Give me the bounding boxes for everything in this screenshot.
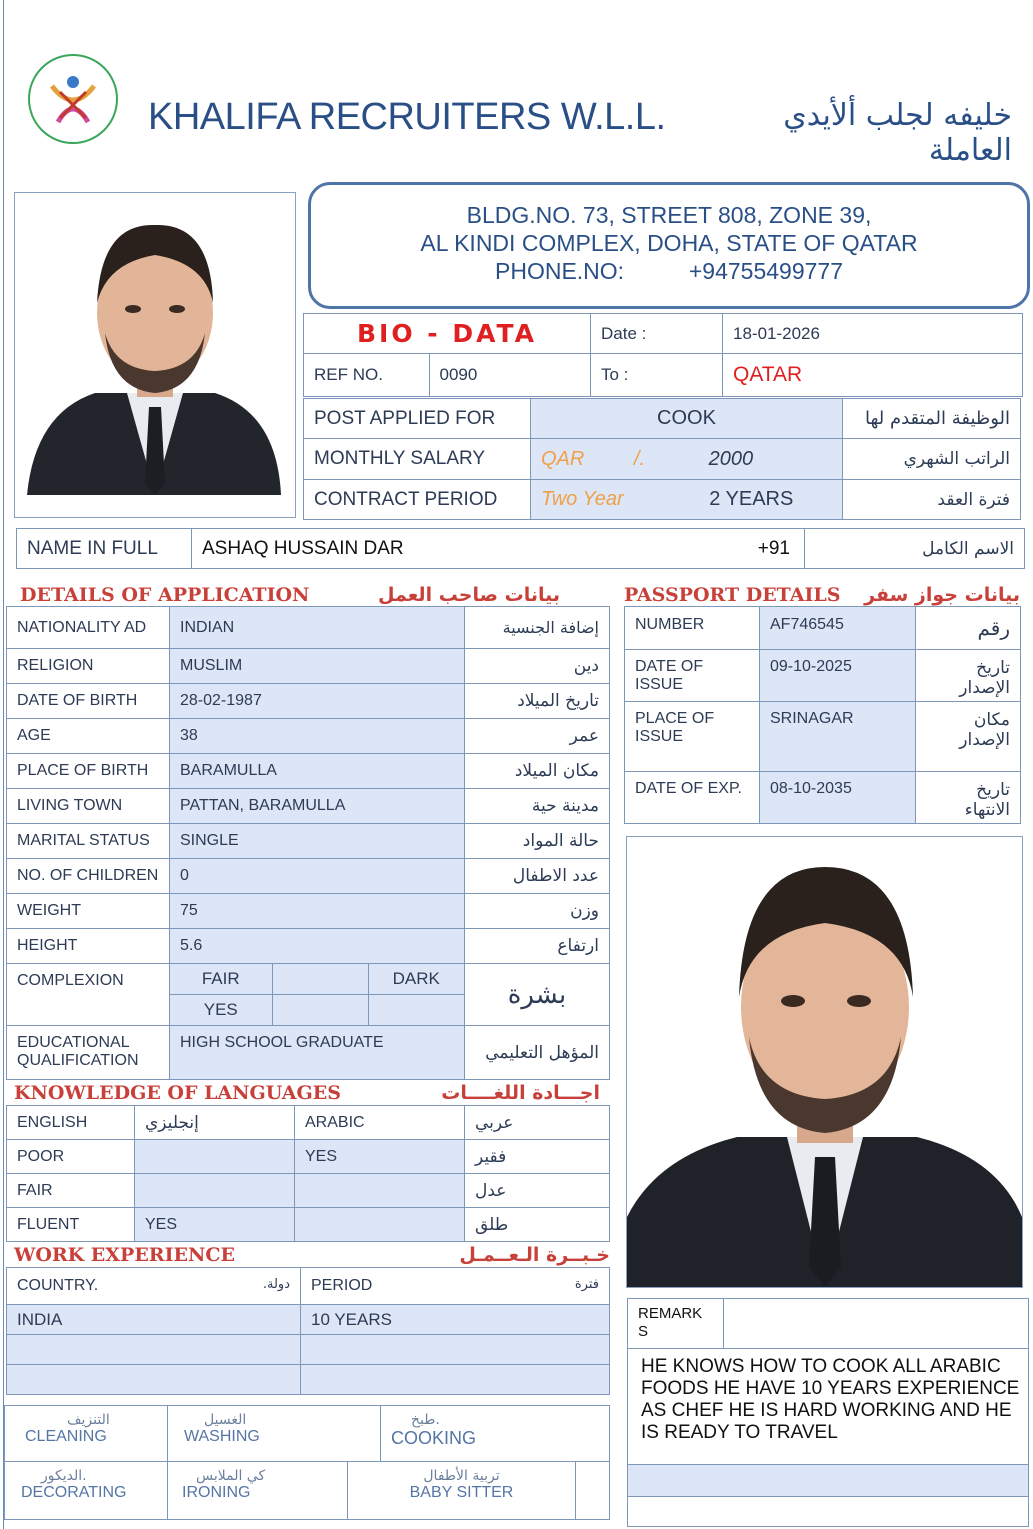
lang-level: FLUENT <box>7 1208 135 1242</box>
app-value: SINGLE <box>170 824 465 859</box>
skills-table-row-2 <box>4 1461 610 1520</box>
app-value: 5.6 <box>170 929 465 964</box>
salary-value: 2000 <box>708 447 754 470</box>
salary-label: MONTHLY SALARY <box>304 439 531 480</box>
skill-en: CLEANING <box>25 1428 107 1445</box>
phone-row <box>311 257 1027 285</box>
applicant-photo <box>14 192 296 518</box>
education-label: EDUCATIONAL QUALIFICATION <box>7 1026 170 1080</box>
biodata-table <box>303 313 1023 397</box>
skill-ar: الغسيل <box>204 1412 247 1428</box>
remarks-text: HE KNOWS HOW TO COOK ALL ARABIC FOODS HE HAVE 10 YEARS EXPERIENCE AS CHEF HE IS HARD WORKING AND HE IS READY TO TRAVEL <box>641 1356 1020 1443</box>
name-value: ASHAQ HUSSAIN DAR <box>202 537 404 559</box>
work-period-label-ar: فترة <box>574 1277 599 1292</box>
salary-label-ar: الراتب الشهري <box>843 439 1021 480</box>
work-country-header <box>7 1268 301 1305</box>
app-label-ar: عمر <box>465 719 610 754</box>
education-value: HIGH SCHOOL GRADUATE <box>170 1026 465 1080</box>
complexion-blank <box>272 964 368 995</box>
name-table <box>16 528 1025 569</box>
skill-en: IRONING <box>182 1484 251 1501</box>
work-country-label: COUNTRY. <box>17 1277 99 1294</box>
app-value: PATTAN, BARAMULLA <box>170 789 465 824</box>
name-code: +91 <box>757 537 790 559</box>
passport-label: NUMBER <box>625 607 760 650</box>
skill-ar: التنزيف <box>67 1412 110 1428</box>
complexion-cell <box>170 964 465 1026</box>
work-country-value: INDIA <box>7 1305 301 1335</box>
app-label: MARITAL STATUS <box>7 824 170 859</box>
ref-label: REF NO. <box>304 354 429 396</box>
lang-arabic-value <box>295 1174 465 1208</box>
complexion-blank <box>272 995 368 1026</box>
passport-label: DATE OF EXP. <box>625 772 760 824</box>
app-label-ar: مدينة حية <box>465 789 610 824</box>
app-label: PLACE OF BIRTH <box>7 754 170 789</box>
app-value: 28-02-1987 <box>170 684 465 719</box>
app-label-ar: حالة المواد <box>465 824 610 859</box>
passport-label: PLACE OF ISSUE <box>625 702 760 772</box>
ref-cell <box>304 354 591 397</box>
address-line-2: AL KINDI COMPLEX, DOHA, STATE OF QATAR <box>420 230 918 256</box>
work-empty-cell <box>301 1365 610 1395</box>
work-country-label-ar: دولة. <box>262 1277 290 1292</box>
work-empty-cell <box>7 1365 301 1395</box>
lang-arabic-ar: عربي <box>465 1106 610 1140</box>
remarks-label: REMARK S <box>628 1299 724 1349</box>
complexion-label: COMPLEXION <box>7 964 170 1026</box>
lang-arabic-value <box>295 1208 465 1242</box>
page-border <box>3 0 4 1529</box>
passport-heading: PASSPORT DETAILS <box>624 584 841 606</box>
work-period-label: PERIOD <box>311 1277 373 1294</box>
salary-currency: QAR <box>541 447 585 470</box>
passport-label-ar: تاريخ الانتهاء <box>916 772 1021 824</box>
skills-table-row-1 <box>4 1405 610 1462</box>
name-label: NAME IN FULL <box>17 529 192 569</box>
lang-level: FAIR <box>7 1174 135 1208</box>
app-label-ar: ارتفاع <box>465 929 610 964</box>
passport-value: SRINAGAR <box>760 702 916 772</box>
app-label: DATE OF BIRTH <box>7 684 170 719</box>
skill-en: COOKING <box>391 1428 477 1448</box>
lang-level-ar: فقير <box>465 1140 610 1174</box>
phone-label: PHONE.NO: <box>495 258 625 284</box>
skill-cell <box>381 1406 610 1462</box>
skill-en: DECORATING <box>21 1484 127 1501</box>
salary-separator: /. <box>633 447 646 470</box>
education-label-ar: المؤهل التعليمي <box>465 1026 610 1080</box>
app-label-ar: عدد الاطفال <box>465 859 610 894</box>
app-value: BARAMULLA <box>170 754 465 789</box>
work-empty-cell <box>301 1335 610 1365</box>
company-name-arabic: خليفه لجلب ألأيدي العاملة <box>783 98 1012 168</box>
lang-english-label: ENGLISH <box>7 1106 135 1140</box>
skill-ar: طبخ. <box>411 1412 440 1428</box>
skill-cell <box>348 1462 576 1520</box>
lang-english-value <box>135 1174 295 1208</box>
address-line-1: BLDG.NO. 73, STREET 808, ZONE 39, <box>466 202 872 228</box>
address-box <box>308 182 1030 309</box>
app-value: INDIAN <box>170 607 465 649</box>
remarks-header-blank <box>724 1299 1029 1349</box>
app-label: WEIGHT <box>7 894 170 929</box>
skill-en: BABY SITTER <box>409 1484 514 1501</box>
lang-english-value: YES <box>135 1208 295 1242</box>
company-name: KHALIFA RECRUITERS W.L.L. <box>148 96 666 138</box>
remarks-blank-row <box>628 1497 1029 1527</box>
lang-english-value <box>135 1140 295 1174</box>
skill-cell <box>5 1406 168 1462</box>
biodata-title-cell <box>304 314 591 354</box>
app-label: RELIGION <box>7 649 170 684</box>
lang-level-ar: طلق <box>465 1208 610 1242</box>
work-period-header <box>301 1268 610 1305</box>
post-value: COOK <box>531 399 843 439</box>
app-label-ar: دين <box>465 649 610 684</box>
contract-label-ar: فترة العقد <box>843 480 1021 520</box>
job-table <box>303 398 1021 520</box>
contract-value: 2 YEARS <box>709 488 794 510</box>
biodata-title: BIO - DATA <box>356 319 537 348</box>
app-label: HEIGHT <box>7 929 170 964</box>
complexion-fair-yes: YES <box>170 995 272 1026</box>
app-label-ar: مكان الميلاد <box>465 754 610 789</box>
languages-heading: KNOWLEDGE OF LANGUAGES <box>14 1082 341 1104</box>
work-empty-cell <box>7 1335 301 1365</box>
skill-ar: كي الملابس <box>196 1468 266 1484</box>
lang-english-ar: إنجليزي <box>135 1106 295 1140</box>
lang-arabic-label: ARABIC <box>295 1106 465 1140</box>
post-label: POST APPLIED FOR <box>304 399 531 439</box>
skill-cell <box>168 1406 381 1462</box>
skill-en: WASHING <box>184 1428 260 1445</box>
contract-cell <box>531 480 843 520</box>
complexion-label-ar: بشرة <box>465 964 610 1026</box>
work-heading: WORK EXPERIENCE <box>14 1244 235 1266</box>
app-label: AGE <box>7 719 170 754</box>
skill-ar: الديكور. <box>41 1468 87 1484</box>
passport-label-ar: رقم <box>916 607 1021 650</box>
app-label-ar: تاريخ الميلاد <box>465 684 610 719</box>
app-label-ar: وزن <box>465 894 610 929</box>
phone-value: +94755499777 <box>688 258 843 284</box>
languages-heading-ar: اجـــادة اللغــــات <box>441 1082 600 1104</box>
application-table <box>6 606 610 1080</box>
passport-label-ar: تاريخ الإصدار <box>916 650 1021 702</box>
to-label: To : <box>591 354 723 397</box>
ref-value: 0090 <box>439 365 478 384</box>
contract-hint: Two Year <box>541 488 624 510</box>
applicant-photo-large <box>626 836 1023 1288</box>
name-cell <box>192 529 805 569</box>
app-value: MUSLIM <box>170 649 465 684</box>
app-value: 0 <box>170 859 465 894</box>
work-table <box>6 1267 610 1395</box>
work-period-value: 10 YEARS <box>301 1305 610 1335</box>
app-value: 75 <box>170 894 465 929</box>
post-label-ar: الوظيفة المتقدم لها <box>843 399 1021 439</box>
passport-value: AF746545 <box>760 607 916 650</box>
skill-ar: تربية الأطفال <box>423 1468 500 1484</box>
languages-table <box>6 1105 610 1242</box>
passport-label: DATE OF ISSUE <box>625 650 760 702</box>
passport-label-ar: مكان الإصدار <box>916 702 1021 772</box>
application-heading-ar: بيانات صاحب العمل <box>378 584 560 606</box>
work-heading-ar: خـبــرة الـعــمـل <box>459 1244 610 1266</box>
app-label: NATIONALITY AD <box>7 607 170 649</box>
passport-value: 09-10-2025 <box>760 650 916 702</box>
remarks-blue-row <box>628 1465 1029 1497</box>
lang-arabic-value: YES <box>295 1140 465 1174</box>
date-value: 18-01-2026 <box>723 314 1023 354</box>
passport-heading-ar: بيانات جواز سفر <box>864 584 1020 606</box>
skill-empty-cell <box>576 1462 610 1520</box>
app-label-ar: إضافة الجنسية <box>465 607 610 649</box>
salary-cell <box>531 439 843 480</box>
company-logo <box>28 54 118 144</box>
app-label: NO. OF CHILDREN <box>7 859 170 894</box>
application-heading: DETAILS OF APPLICATION <box>20 584 310 606</box>
passport-value: 08-10-2035 <box>760 772 916 824</box>
skill-cell <box>5 1462 168 1520</box>
lang-level-ar: عدل <box>465 1174 610 1208</box>
to-value: QATAR <box>723 354 1023 397</box>
name-label-ar: الاسم الكامل <box>805 529 1025 569</box>
complexion-dark: DARK <box>368 964 464 995</box>
skill-cell <box>168 1462 348 1520</box>
contract-label: CONTRACT PERIOD <box>304 480 531 520</box>
complexion-blank <box>368 995 464 1026</box>
passport-table <box>624 606 1021 824</box>
complexion-fair: FAIR <box>170 964 272 995</box>
date-label: Date : <box>591 314 723 354</box>
app-label: LIVING TOWN <box>7 789 170 824</box>
lang-level: POOR <box>7 1140 135 1174</box>
app-value: 38 <box>170 719 465 754</box>
